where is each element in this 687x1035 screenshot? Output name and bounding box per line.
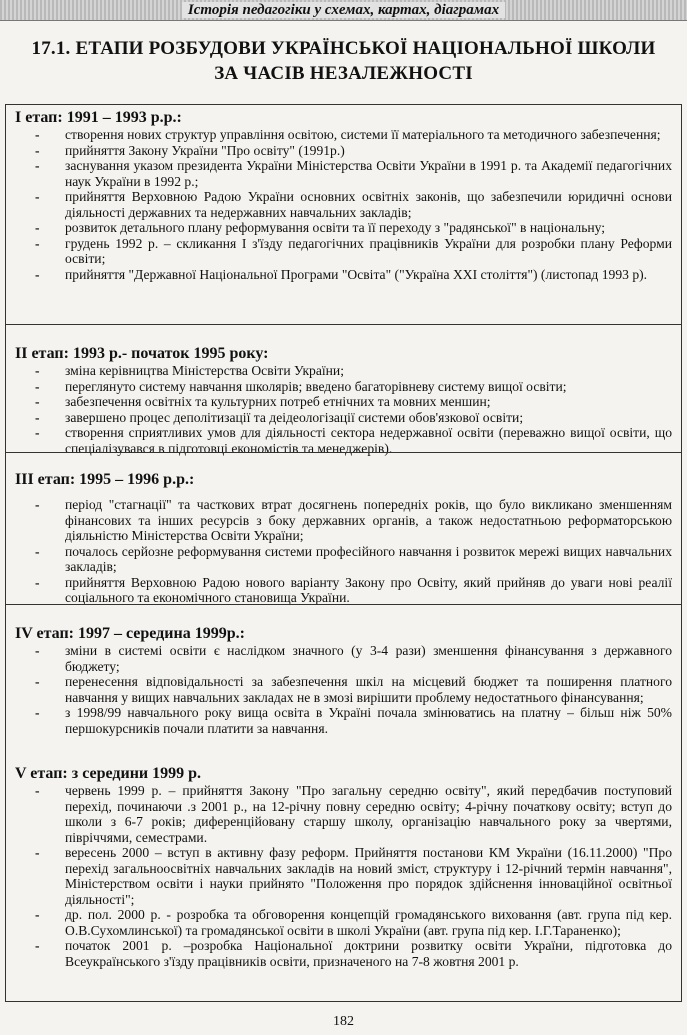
stage-4 bbox=[5, 624, 682, 736]
list-item: - зміни в системі освіти є наслідком значного (у 3-4 рази) зменшення фінансування з державного бюджету; bbox=[29, 643, 672, 674]
list-item: - прийняття Верховною Радою нового варіанту Закону про Освіту, який прийняв до уваги нові реалії соціального та економічного становища України. bbox=[29, 575, 672, 606]
stage-4-list bbox=[15, 643, 672, 736]
list-item: - червень 1999 р. – прийняття Закону "Про загальну середню освіту", який передбачив поступовий перехід, починаючи .з 2001 р., на 12-річну повну середню освіту; 4-річну початкову освіту; вступ до школи з 6-7 років; диференційовану старшу школу, організацію навчального року за чвертями, півріччями, семестрами. bbox=[29, 783, 672, 845]
stage-5 bbox=[5, 764, 682, 969]
list-item: - розвиток детального плану реформування освіти та її переходу з "радянської" в національну; bbox=[29, 220, 672, 236]
list-item: - др. пол. 2000 р. - розробка та обговорення концепцій громадянського виховання (авт. група під кер. О.В.Сухомлинської) та громадянської освіти в школі України (авт. група під кер. І.Г.Тараненко); bbox=[29, 907, 672, 938]
list-item: - прийняття Закону України "Про освіту" (1991р.) bbox=[29, 143, 672, 159]
list-item: - заснування указом президента України Міністерства Освіти України в 1991 р. та Академії педагогічних наук України в 1992 р.; bbox=[29, 158, 672, 189]
list-item: - з 1998/99 навчального року вища освіта в Україні почала змінюватись на платну – більш ніж 50% першокурсників почали платити за навчання. bbox=[29, 705, 672, 736]
stage-3 bbox=[5, 470, 682, 606]
list-item: - переглянуто систему навчання школярів; введено багаторівневу систему вищої освіти; bbox=[29, 379, 672, 395]
stage-5-list bbox=[15, 783, 672, 969]
list-item: - зміна керівництва Міністерства Освіти України; bbox=[29, 363, 672, 379]
list-item: - забезпечення освітніх та культурних потреб етнічних та мовних меншин; bbox=[29, 394, 672, 410]
stage-3-list bbox=[15, 497, 672, 606]
running-header-title: Історія педагогіки у схемах, картах, діаграмах bbox=[182, 2, 505, 18]
list-item: - початок 2001 р. –розробка Національної доктрини розвитку освіти України, підготовка до Всеукраїнського з'їзду працівників освіти, призначеного на 7-8 жовтня 2001 р. bbox=[29, 938, 672, 969]
stage-5-heading: V етап: з середини 1999 р. bbox=[15, 765, 202, 782]
list-item: - прийняття Верховною Радою України основних освітніх законів, що забезпечили юридичні основи діяльності державних та недержавних навчальних закладів; bbox=[29, 189, 672, 220]
list-item: - завершено процес деполітизації та деідеологізації системи обов'язкової освіти; bbox=[29, 410, 672, 426]
stage-divider bbox=[5, 452, 682, 453]
running-header bbox=[0, 0, 687, 21]
stage-1-list bbox=[15, 127, 672, 282]
list-item: - вересень 2000 – вступ в активну фазу реформ. Прийняття постанови КМ України (16.11.2000) "Про перехід загальноосвітніх навчальних закладів на новий зміст, структуру і 12-річний термін навчання", Міністерством освіти і науки прийнято "Положення про порядок здійснення інноваційної освітньої діяльності"; bbox=[29, 845, 672, 907]
stage-2-heading: ІІ етап: 1993 р.- початок 1995 року: bbox=[15, 345, 269, 362]
list-item: - прийняття "Державної Національної Програми "Освіта" ("Україна ХХІ століття") (листопад 1993 р). bbox=[29, 267, 672, 283]
list-item: - створення нових структур управління освітою, системи її матеріального та методичного забезпечення; bbox=[29, 127, 672, 143]
page-title-line-2: ЗА ЧАСІВ НЕЗАЛЕЖНОСТІ bbox=[214, 63, 473, 84]
page-title-line-1: 17.1. ЕТАПИ РОЗБУДОВИ УКРАЇНСЬКОЇ НАЦІОНАЛЬНОЇ ШКОЛИ bbox=[31, 38, 656, 59]
stage-1 bbox=[5, 108, 682, 282]
list-item: - період "стагнації" та часткових втрат досягнень попередніх років, що було викликано зменшенням фінансових та інших ресурсів з боку державних органів, а також недостатньою реформаторською діяльністю Міністерства Освіти України; bbox=[29, 497, 672, 544]
page-number: 182 bbox=[333, 1014, 354, 1029]
page-title bbox=[20, 36, 667, 86]
stage-1-heading: І етап: 1991 – 1993 р.р.: bbox=[15, 109, 182, 126]
list-item: - створення сприятливих умов для діяльності сектора недержавної освіти (переважно вищої освіти, що спеціалізувався в підготовці економістів та менеджерів). bbox=[29, 425, 672, 456]
stage-2-list bbox=[15, 363, 672, 456]
list-item: - грудень 1992 р. – скликання І з'їзду педагогічних працівників України для розробки плану Реформи освіти; bbox=[29, 236, 672, 267]
stage-2 bbox=[5, 344, 682, 456]
list-item: - перенесення відповідальності за забезпечення шкіл на місцевий бюджет та поширення платного навчання у вищих навчальних закладах не в змозі вирішити проблему недостатнього фінансування; bbox=[29, 674, 672, 705]
stage-divider bbox=[5, 604, 682, 605]
list-item: - почалось серйозне реформування системи професійного навчання і розвиток мережі вищих навчальних закладів; bbox=[29, 544, 672, 575]
stage-4-heading: ІV етап: 1997 – середина 1999р.: bbox=[15, 625, 245, 642]
stage-divider bbox=[5, 324, 682, 325]
stage-3-heading: ІІІ етап: 1995 – 1996 р.р.: bbox=[15, 471, 195, 488]
